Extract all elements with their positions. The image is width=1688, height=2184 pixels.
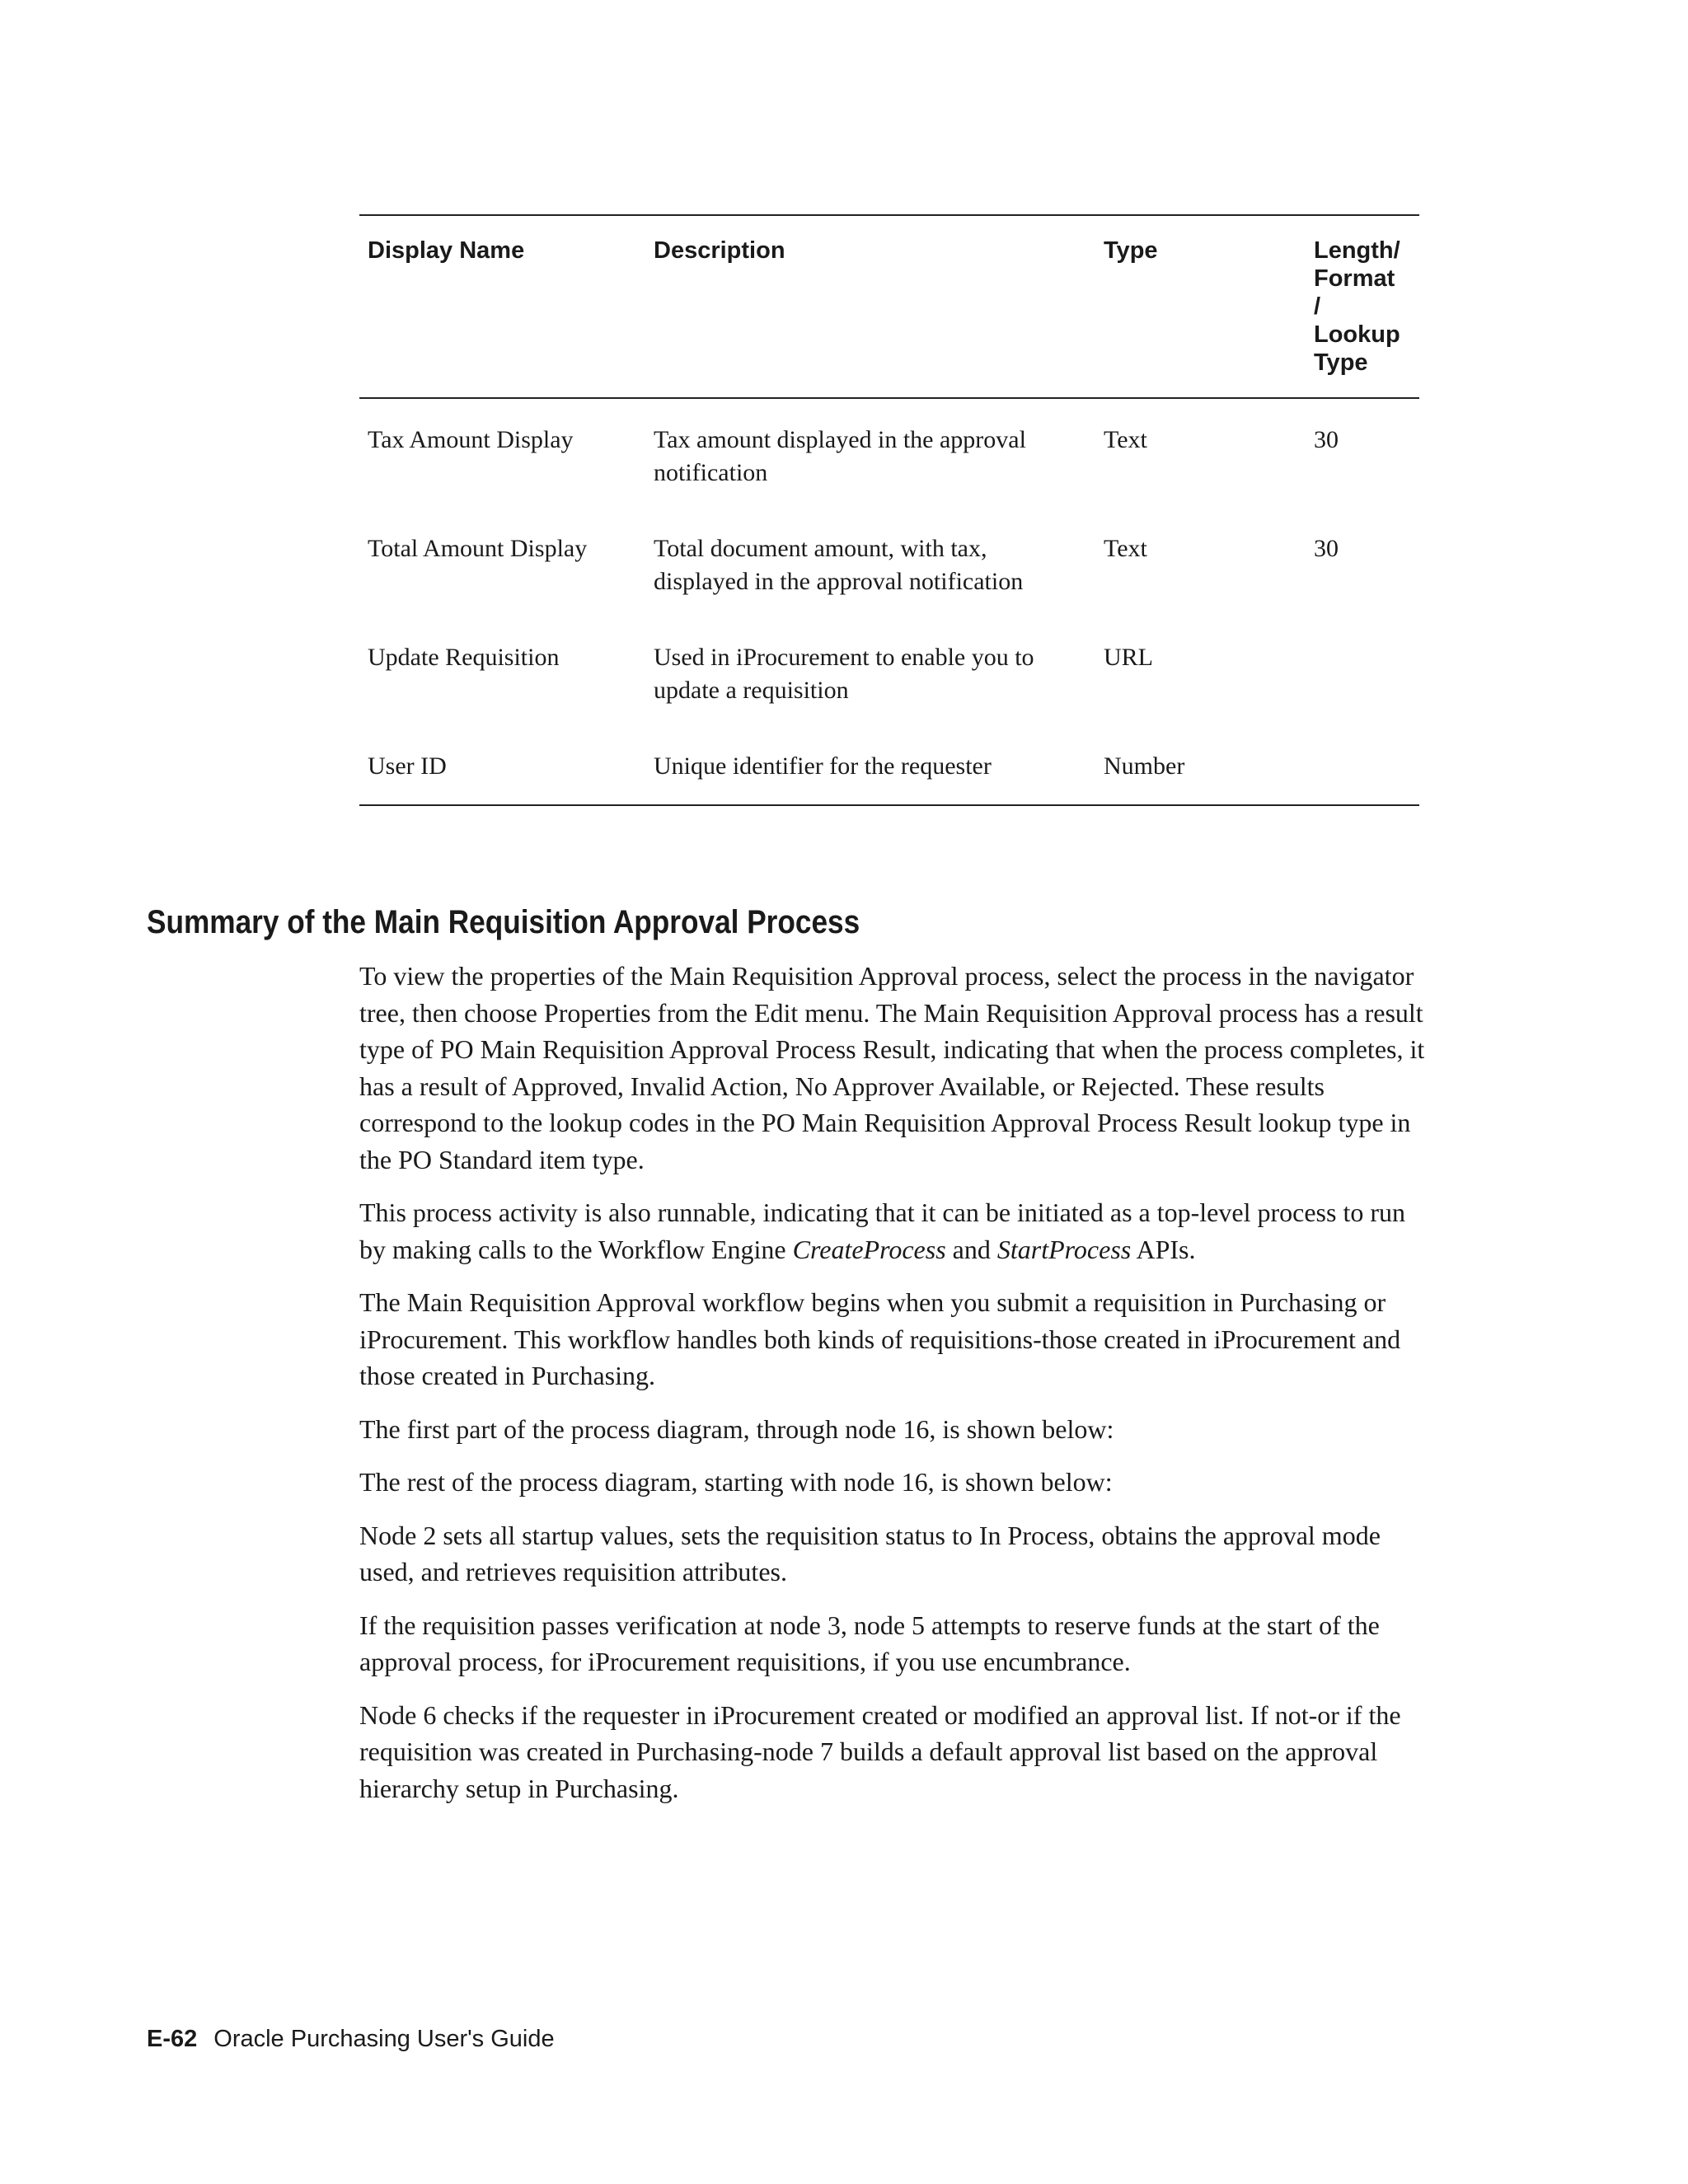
page-number: E-62: [147, 2026, 198, 2052]
cell-length: [1306, 730, 1419, 805]
cell-description: Tax amount displayed in the approval notification: [654, 426, 1026, 486]
header-length-line: Length/: [1314, 237, 1400, 264]
paragraph-runnable-end: APIs.: [1131, 1234, 1196, 1264]
paragraph-properties: To view the properties of the Main Requisition Approval process, select the process in the navigator tree, then choose Properties from the Edit menu. The Main Requisition Approval process has a result type of PO Main Requisition Approval Process Result, indicating that when the process completes, it has a result of Approved, Invalid Action, No Approver Available, or Rejected. These results correspond to the lookup codes in the PO Main Requisition Approval Process Result lookup type in the PO Standard item type.: [359, 961, 1425, 1174]
cell-display-name: Tax Amount Display: [368, 426, 574, 453]
table-row: [359, 730, 1419, 805]
cell-type: Number: [1104, 752, 1185, 780]
cell-type: URL: [1104, 644, 1153, 671]
cell-display-name: User ID: [368, 752, 447, 780]
header-display-name: Display Name: [368, 237, 525, 264]
paragraph-runnable-text: This process activity is also runnable, indicating that it can be initiated as a top-level process to run by making calls to the Workflow Engine: [359, 1197, 1405, 1264]
paragraph-node-3-5: If the requisition passes verification at node 3, node 5 attempts to reserve funds at the start of the approval process, for iProcurement requisitions, if you use encumbrance.: [359, 1610, 1380, 1676]
header-lookup-line: Lookup: [1314, 321, 1400, 348]
header-description: Description: [654, 237, 785, 264]
cell-display-name: Total Amount Display: [368, 535, 588, 562]
table-row: [359, 621, 1419, 730]
cell-description: Total document amount, with tax, displayed in the approval notification: [654, 535, 1024, 595]
cell-type: Text: [1104, 426, 1147, 453]
header-type: Type: [1104, 237, 1158, 264]
paragraph-node-6-7: Node 6 checks if the requester in iProcurement created or modified an approval list. If not-or if the requisition was created in Purchasing-node 7 builds a default approval list based on the approval hierarchy setup in Purchasing.: [359, 1699, 1401, 1803]
book-title: Oracle Purchasing User's Guide: [213, 2026, 555, 2052]
header-format-line: Format: [1314, 265, 1395, 292]
paragraph-first-part: The first part of the process diagram, through node 16, is shown below:: [359, 1413, 1114, 1444]
table-body: [359, 398, 1419, 805]
paragraph-runnable: [359, 1194, 1431, 1268]
cell-description: Used in iProcurement to enable you to update a requisition: [654, 644, 1034, 704]
paragraph-rest-part: The rest of the process diagram, starting with node 16, is shown below:: [359, 1467, 1113, 1497]
paragraph-node-2: Node 2 sets all startup values, sets the requisition status to In Process, obtains the approval mode used, and retrieves requisition attributes.: [359, 1520, 1381, 1586]
paragraph-workflow-begins: The Main Requisition Approval workflow begins when you submit a requisition in Purchasing or iProcurement. This workflow handles both kinds of requisitions-those created in iProcurement and those created in Purchasing.: [359, 1287, 1401, 1390]
header-slash-line: /: [1314, 293, 1321, 320]
cell-type: Text: [1104, 535, 1147, 562]
section-heading: Summary of the Main Requisition Approval Process: [147, 904, 860, 940]
page-footer: [147, 2024, 555, 2054]
table-header-row: [359, 215, 1419, 398]
api-start-process: StartProcess: [996, 1234, 1132, 1264]
cell-length: 30: [1314, 426, 1339, 453]
header-length-format-lookup-type: [1306, 215, 1419, 398]
section-body: [359, 958, 1431, 1823]
api-create-process: CreateProcess: [792, 1234, 946, 1264]
attributes-table: [359, 214, 1419, 806]
table-header: [359, 215, 1419, 398]
table-row: [359, 513, 1419, 621]
paragraph-runnable-and: and: [945, 1234, 997, 1264]
cell-length: [1306, 621, 1419, 730]
table-row: [359, 398, 1419, 513]
cell-display-name: Update Requisition: [368, 644, 560, 671]
cell-description: Unique identifier for the requester: [654, 752, 992, 780]
header-type-line: Type: [1314, 349, 1368, 376]
cell-length: 30: [1314, 535, 1339, 562]
